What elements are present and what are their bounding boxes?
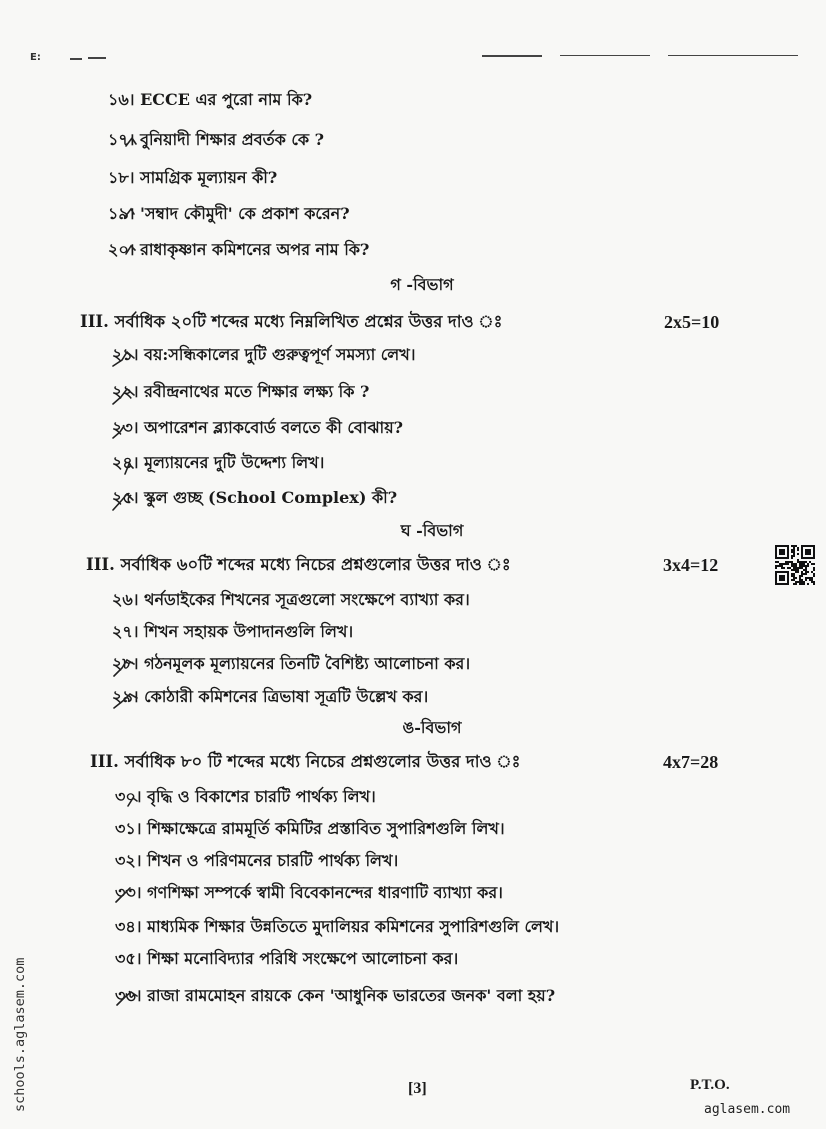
qr-module <box>805 571 807 573</box>
qr-module <box>811 577 813 579</box>
qr-module <box>777 561 779 563</box>
qr-module <box>801 583 803 585</box>
section-c-marks: 2x5=10 <box>664 312 720 332</box>
qr-module <box>781 567 783 569</box>
question-26: ২৬। থর্নডাইকের শিখনের সূত্রগুলো সংক্ষেপে ব্যাখ্যা কর। <box>112 590 470 609</box>
qr-module <box>803 563 805 565</box>
question-34: ৩৪। মাধ্যমিক শিক্ষার উন্নতিতে মুদালিয়র কমিশনের সুপারিশগুলি লেখ। <box>115 917 560 936</box>
qr-module <box>801 575 803 577</box>
question-32: ৩২। শিখন ও পরিণমনের চারটি পার্থক্য লিখ। <box>115 851 399 870</box>
qr-finder-module <box>779 549 785 555</box>
qr-module <box>811 563 813 565</box>
qr-module <box>791 551 793 553</box>
qr-module <box>795 577 797 579</box>
scan-mark: E: <box>30 52 41 63</box>
qr-module <box>811 571 813 573</box>
qr-module <box>813 567 815 569</box>
qr-module <box>805 567 807 569</box>
qr-module <box>811 581 813 583</box>
question-19: ১৯। 'সম্বাদ কৌমুদী' কে প্রকাশ করেন? <box>108 204 350 223</box>
qr-module <box>801 573 803 575</box>
qr-module <box>783 563 785 565</box>
qr-module <box>801 565 803 567</box>
qr-module <box>801 581 803 583</box>
qr-module <box>791 565 793 567</box>
qr-module <box>813 581 815 583</box>
qr-module <box>811 579 813 581</box>
qr-module <box>793 573 795 575</box>
qr-module <box>799 563 801 565</box>
qr-module <box>813 575 815 577</box>
qr-module <box>791 555 793 557</box>
qr-module <box>799 561 801 563</box>
qr-module <box>799 583 801 585</box>
qr-module <box>781 563 783 565</box>
section-e-title: ঙ-বিভাগ <box>402 718 462 737</box>
qr-module <box>805 573 807 575</box>
qr-module <box>793 553 795 555</box>
qr-module <box>779 565 781 567</box>
qr-module <box>803 581 805 583</box>
question-33: ৩৩। গণশিক্ষা সম্পর্কে স্বামী বিবেকানন্দের ধারণাটি ব্যাখ্যা কর। <box>115 883 503 902</box>
qr-module <box>787 567 789 569</box>
section-c-title: গ -বিভাগ <box>390 275 454 294</box>
qr-module <box>807 565 809 567</box>
qr-module <box>803 573 805 575</box>
section-c-instruction: III. সর্বাধিক ২০টি শব্দের মধ্যে নিম্নলিখিত প্রশ্নের উত্তর দাও ঃ <box>80 312 503 331</box>
question-31: ৩১। শিক্ষাক্ষেত্রে রামমূর্তি কমিটির প্রস্তাবিত সুপারিশগুলি লিখ। <box>115 819 505 838</box>
qr-module <box>775 567 777 569</box>
question-29: ২৯। কোঠারী কমিশনের ত্রিভাষা সূত্রটি উল্লেখ কর। <box>112 687 429 706</box>
qr-module <box>791 575 793 577</box>
qr-module <box>797 547 799 549</box>
qr-module <box>805 577 807 579</box>
page-number: [3] <box>408 1080 427 1097</box>
qr-module <box>795 567 797 569</box>
please-turn-over: P.T.O. <box>690 1077 730 1093</box>
question-24: ২৪। মূল্যায়নের দুটি উদ্দেশ্য লিখ। <box>112 453 325 472</box>
qr-code <box>775 545 815 585</box>
qr-module <box>793 575 795 577</box>
qr-module <box>805 565 807 567</box>
question-16: ১৬। ECCE এর পুরো নাম কি? <box>108 90 313 109</box>
top-dash-right-3 <box>668 55 798 56</box>
section-d-marks: 3x4=12 <box>663 555 719 575</box>
question-21: ২১। বয়:সন্ধিকালের দুটি গুরুত্বপূর্ণ সমস্যা লেখ। <box>112 345 416 364</box>
qr-module <box>787 563 789 565</box>
qr-module <box>791 561 793 563</box>
question-28: ২৮। গঠনমূলক মূল্যায়নের তিনটি বৈশিষ্ট্য আলোচনা কর। <box>112 654 471 673</box>
section-d-instruction: III. সর্বাধিক ৬০টি শব্দের মধ্যে নিচের প্রশ্নগুলোর উত্তর দাও ঃ <box>86 555 511 574</box>
qr-module <box>775 565 777 567</box>
qr-module <box>791 573 793 575</box>
qr-module <box>799 581 801 583</box>
qr-module <box>805 579 807 581</box>
qr-finder-module <box>779 575 785 581</box>
qr-finder-module <box>805 549 811 555</box>
corner-watermark: aglasem.com <box>704 1102 791 1117</box>
qr-module <box>801 579 803 581</box>
qr-module <box>799 565 801 567</box>
top-dash-left-2 <box>88 57 106 59</box>
qr-module <box>793 563 795 565</box>
qr-module <box>793 579 795 581</box>
question-20: ২০। রাধাকৃষ্ণান কমিশনের অপর নাম কি? <box>108 240 370 259</box>
qr-module <box>785 561 787 563</box>
qr-module <box>791 557 793 559</box>
question-35: ৩৫। শিক্ষা মনোবিদ্যার পরিধি সংক্ষেপে আলোচনা কর। <box>115 949 459 968</box>
qr-module <box>785 563 787 565</box>
qr-module <box>809 561 811 563</box>
qr-module <box>809 577 811 579</box>
qr-module <box>795 569 797 571</box>
qr-module <box>795 565 797 567</box>
section-e-marks: 4x7=28 <box>663 752 719 772</box>
qr-module <box>803 569 805 571</box>
qr-module <box>791 545 793 547</box>
qr-module <box>795 563 797 565</box>
qr-module <box>797 553 799 555</box>
qr-module <box>805 561 807 563</box>
qr-module <box>797 549 799 551</box>
question-18: ১৮। সামগ্রিক মূল্যায়ন কী? <box>108 168 278 187</box>
top-dash-right-2 <box>560 55 650 56</box>
qr-module <box>783 567 785 569</box>
qr-module <box>799 567 801 569</box>
qr-module <box>793 567 795 569</box>
qr-module <box>801 561 803 563</box>
qr-module <box>801 571 803 573</box>
qr-module <box>791 579 793 581</box>
qr-module <box>775 561 777 563</box>
qr-module <box>793 569 795 571</box>
qr-module <box>807 571 809 573</box>
qr-module <box>805 569 807 571</box>
qr-module <box>795 571 797 573</box>
qr-module <box>813 569 815 571</box>
qr-module <box>803 565 805 567</box>
vertical-watermark: schools.aglasem.com <box>12 957 28 1112</box>
qr-module <box>781 565 783 567</box>
question-17: ১৭। বুনিয়াদী শিক্ষার প্রবর্তক কে ? <box>108 130 324 149</box>
qr-module <box>793 551 795 553</box>
qr-module <box>799 575 801 577</box>
question-36: ৩৬। রাজা রামমোহন রায়কে কেন 'আধুনিক ভারতের জনক' বলা হয়? <box>115 986 556 1005</box>
section-d-title: ঘ -বিভাগ <box>400 521 464 540</box>
qr-module <box>793 547 795 549</box>
qr-module <box>793 555 795 557</box>
qr-module <box>801 563 803 565</box>
qr-module <box>793 577 795 579</box>
qr-module <box>791 549 793 551</box>
qr-module <box>777 565 779 567</box>
qr-module <box>797 567 799 569</box>
qr-module <box>793 565 795 567</box>
qr-module <box>803 583 805 585</box>
question-22: ২২। রবীন্দ্রনাথের মতে শিক্ষার লক্ষ্য কি ? <box>112 382 370 401</box>
qr-module <box>797 569 799 571</box>
qr-module <box>791 563 793 565</box>
qr-module <box>797 571 799 573</box>
question-25: ২৫। স্কুল গুচ্ছ (School Complex) কী? <box>112 488 398 507</box>
qr-module <box>813 563 815 565</box>
qr-module <box>793 549 795 551</box>
qr-module <box>795 581 797 583</box>
qr-module <box>791 569 793 571</box>
qr-module <box>795 545 797 547</box>
question-23: ২৩। অপারেশন ব্ল্যাকবোর্ড বলতে কী বোঝায়? <box>112 418 404 437</box>
qr-module <box>789 567 791 569</box>
question-27: ২৭। শিখন সহায়ক উপাদানগুলি লিখ। <box>112 622 354 641</box>
section-e-instruction: III. সর্বাধিক ৮০ টি শব্দের মধ্যে নিচের প্রশ্নগুলোর উত্তর দাও ঃ <box>90 752 521 771</box>
qr-module <box>807 563 809 565</box>
qr-module <box>797 559 799 561</box>
top-dash-left <box>70 58 82 60</box>
qr-module <box>793 583 795 585</box>
qr-module <box>813 583 815 585</box>
qr-module <box>809 579 811 581</box>
qr-module <box>795 583 797 585</box>
qr-module <box>787 561 789 563</box>
qr-module <box>799 577 801 579</box>
qr-module <box>779 563 781 565</box>
qr-module <box>807 577 809 579</box>
qr-module <box>793 545 795 547</box>
qr-module <box>807 583 809 585</box>
question-30: ৩০। বৃদ্ধি ও বিকাশের চারটি পার্থক্য লিখ। <box>115 787 376 806</box>
qr-module <box>797 581 799 583</box>
qr-module <box>789 561 791 563</box>
qr-module <box>803 561 805 563</box>
top-dash-right <box>482 55 542 57</box>
qr-module <box>813 573 815 575</box>
qr-module <box>801 567 803 569</box>
qr-module <box>799 579 801 581</box>
qr-module <box>797 561 799 563</box>
